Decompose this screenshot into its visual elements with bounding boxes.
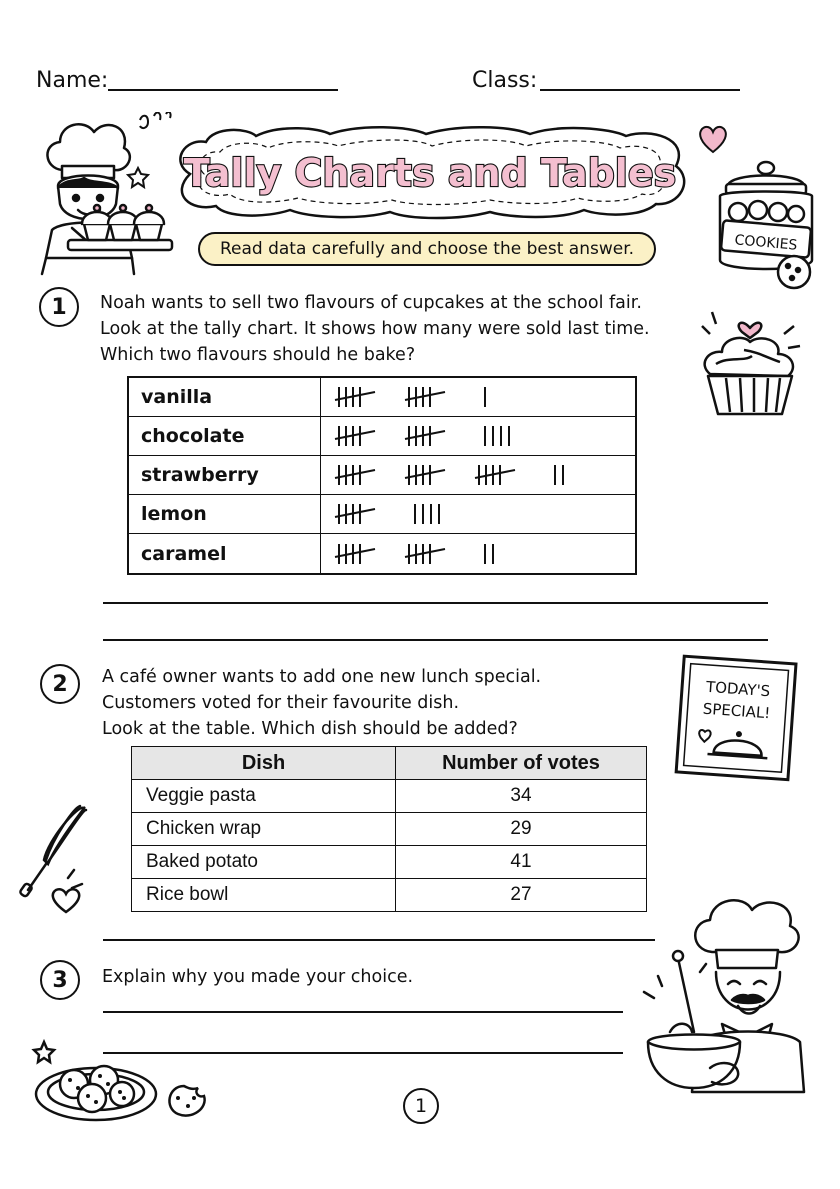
page-number: 1 <box>403 1088 439 1124</box>
cupcake-icon <box>688 304 808 420</box>
tally-group-five <box>335 387 375 407</box>
answer-line[interactable] <box>103 1011 623 1013</box>
dish-cell: Chicken wrap <box>132 813 396 846</box>
tally-marks-cell <box>321 417 635 455</box>
question-1-line: Noah wants to sell two flavours of cupcakes at the school fair. <box>100 293 642 313</box>
tally-flavour-cell: lemon <box>129 495 321 533</box>
question-2-line: A café owner wants to add one new lunch special. <box>102 667 542 687</box>
tally-flavour-cell: caramel <box>129 534 321 573</box>
name-label: Name: <box>36 68 109 93</box>
tally-marks <box>333 539 623 569</box>
column-header-votes: Number of votes <box>396 747 647 780</box>
tally-group-five <box>335 504 375 524</box>
tally-marks <box>333 460 623 490</box>
votes-cell: 41 <box>396 846 647 879</box>
heart-icon <box>696 124 730 154</box>
tally-marks <box>333 421 623 451</box>
table-header-row <box>132 747 647 780</box>
tally-group-five <box>335 465 375 485</box>
tally-row <box>129 456 635 495</box>
tally-row <box>129 378 635 417</box>
cookies-jar-label: COOKIES <box>733 232 798 254</box>
question-1-line: Look at the tally chart. It shows how many were sold last time. <box>100 319 650 339</box>
tally-flavour-cell: strawberry <box>129 456 321 494</box>
todays-special-sign <box>672 654 802 784</box>
cookie-plate-icon <box>28 1034 228 1130</box>
sign-line-1: TODAY'S <box>705 677 771 701</box>
tally-group-five <box>335 544 375 564</box>
instruction-banner: Read data carefully and choose the best answer. <box>198 232 656 266</box>
chef-mixing-icon <box>640 892 810 1102</box>
tally-group-remainder <box>555 465 563 485</box>
answer-line[interactable] <box>103 602 768 604</box>
whisk-icon <box>18 800 98 920</box>
question-1-line: Which two flavours should he bake? <box>100 345 416 365</box>
answer-line[interactable] <box>103 639 768 641</box>
votes-cell: 34 <box>396 780 647 813</box>
tally-chart <box>127 376 637 575</box>
tally-group-five <box>335 426 375 446</box>
table-row <box>132 846 647 879</box>
dish-cell: Baked potato <box>132 846 396 879</box>
answer-line[interactable] <box>103 939 655 941</box>
tally-flavour-cell: vanilla <box>129 378 321 416</box>
cookie-jar-icon <box>706 156 826 296</box>
tally-group-remainder <box>485 426 509 446</box>
sign-line-2: SPECIAL! <box>702 699 771 723</box>
question-2-number: 2 <box>40 664 80 704</box>
dish-cell: Rice bowl <box>132 879 396 912</box>
votes-cell: 27 <box>396 879 647 912</box>
votes-table <box>131 746 647 912</box>
tally-marks-cell <box>321 456 635 494</box>
tally-group-five <box>405 387 445 407</box>
question-1-text <box>100 290 650 368</box>
tally-group-remainder <box>415 504 439 524</box>
tally-row <box>129 534 635 573</box>
votes-cell: 29 <box>396 813 647 846</box>
page-title: Tally Charts and Tables <box>183 151 677 195</box>
table-row <box>132 780 647 813</box>
tally-marks <box>333 499 623 529</box>
tally-marks-cell <box>321 378 635 416</box>
class-line[interactable] <box>540 89 740 91</box>
tally-group-five <box>405 426 445 446</box>
question-3-number: 3 <box>40 960 80 1000</box>
tally-group-five <box>405 544 445 564</box>
tally-marks-cell <box>321 495 635 533</box>
tally-group-five <box>475 465 515 485</box>
tally-group-five <box>405 465 445 485</box>
name-line[interactable] <box>108 89 338 91</box>
tally-group-remainder <box>485 544 493 564</box>
table-row <box>132 813 647 846</box>
dish-cell: Veggie pasta <box>132 780 396 813</box>
table-row <box>132 879 647 912</box>
tally-row <box>129 495 635 534</box>
tally-flavour-cell: chocolate <box>129 417 321 455</box>
title-cloud-frame <box>160 122 700 222</box>
tally-marks <box>333 382 623 412</box>
question-2-text <box>102 664 541 742</box>
tally-marks-cell <box>321 534 635 573</box>
class-label: Class: <box>472 68 538 93</box>
tally-row <box>129 417 635 456</box>
question-1-number: 1 <box>39 287 79 327</box>
question-2-line: Customers voted for their favourite dish. <box>102 693 460 713</box>
column-header-dish: Dish <box>132 747 396 780</box>
question-3-text: Explain why you made your choice. <box>102 967 414 987</box>
question-2-line: Look at the table. Which dish should be added? <box>102 719 518 739</box>
